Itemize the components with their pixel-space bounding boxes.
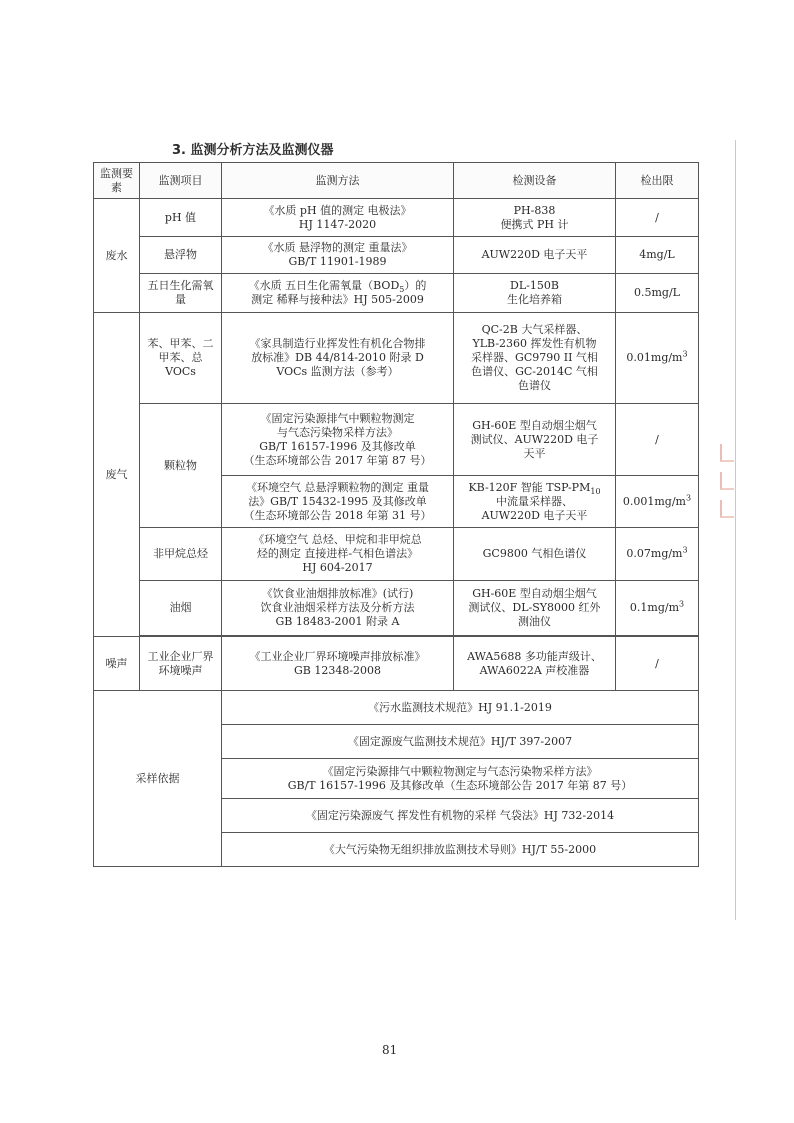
method-cell: 《环境空气 总悬浮颗粒物的测定 重量 法》GB/T 15432-1995 及其修改单 （生态环境部公告 2018 年第 31 号） bbox=[222, 476, 454, 528]
limit-cell: 4mg/L bbox=[616, 237, 699, 274]
element-cell-wastewater: 废水 bbox=[94, 199, 140, 313]
item-cell: pH 值 bbox=[140, 199, 222, 237]
limit-cell: / bbox=[616, 637, 699, 691]
sampling-standard: 《大气污染物无组织排放监测技术导则》HJ/T 55-2000 bbox=[222, 833, 699, 867]
header-element: 监测要素 bbox=[94, 163, 140, 199]
item-cell: 悬浮物 bbox=[140, 237, 222, 274]
header-method: 监测方法 bbox=[222, 163, 454, 199]
method-cell: 《工业企业厂界环境噪声排放标准》 GB 12348-2008 bbox=[222, 637, 454, 691]
item-cell: 工业企业厂界环境噪声 bbox=[140, 637, 222, 691]
device-subscript: 10 bbox=[590, 486, 601, 496]
stamp-fragment bbox=[720, 444, 734, 462]
limit-value: 0.01mg/m bbox=[626, 351, 683, 364]
table-row bbox=[94, 199, 699, 237]
method-text: ）的 测定 稀释与接种法》HJ 505-2009 bbox=[251, 279, 427, 306]
device-cell: AUW220D 电子天平 bbox=[454, 237, 616, 274]
limit-value: 0.1mg/m bbox=[629, 601, 679, 614]
method-cell: 《水质 pH 值的测定 电极法》 HJ 1147-2020 bbox=[222, 199, 454, 237]
device-cell bbox=[454, 476, 616, 528]
method-cell: 《家具制造行业挥发性有机化合物排 放标准》DB 44/814-2010 附录 D VOCs 监测方法（参考） bbox=[222, 313, 454, 404]
header-device: 检测设备 bbox=[454, 163, 616, 199]
device-cell: PH-838 便携式 PH 计 bbox=[454, 199, 616, 237]
table-row bbox=[94, 637, 699, 691]
header-limit: 检出限 bbox=[616, 163, 699, 199]
sampling-basis-label: 采样依据 bbox=[94, 691, 222, 867]
limit-superscript: 3 bbox=[682, 545, 688, 555]
section-title: 3. 监测分析方法及监测仪器 bbox=[172, 143, 334, 158]
table-row bbox=[94, 274, 699, 313]
element-cell-waste-gas: 废气 bbox=[94, 313, 140, 637]
limit-cell: / bbox=[616, 404, 699, 476]
device-cell: DL-150B 生化培养箱 bbox=[454, 274, 616, 313]
method-cell: 《水质 悬浮物的测定 重量法》 GB/T 11901-1989 bbox=[222, 237, 454, 274]
device-cell: GH-60E 型自动烟尘烟气 测试仪、DL-SY8000 红外 测油仪 bbox=[454, 581, 616, 636]
element-cell-noise: 噪声 bbox=[94, 637, 140, 691]
table-header-row bbox=[94, 163, 699, 199]
limit-cell: 0.5mg/L bbox=[616, 274, 699, 313]
item-cell: 颗粒物 bbox=[140, 404, 222, 528]
limit-superscript: 3 bbox=[679, 599, 685, 609]
table-row bbox=[94, 313, 699, 404]
table-row bbox=[94, 404, 699, 476]
monitoring-methods-table bbox=[93, 162, 699, 867]
limit-superscript: 3 bbox=[682, 349, 688, 359]
method-cell: 《环境空气 总烃、甲烷和非甲烷总 烃的测定 直接进样-气相色谱法》 HJ 604-2017 bbox=[222, 528, 454, 581]
table-row bbox=[94, 581, 699, 636]
device-cell: GH-60E 型自动烟尘烟气 测试仪、AUW220D 电子 天平 bbox=[454, 404, 616, 476]
limit-cell bbox=[616, 581, 699, 636]
item-cell: 五日生化需氧量 bbox=[140, 274, 222, 313]
item-cell: 油烟 bbox=[140, 581, 222, 636]
stamp-fragment bbox=[720, 472, 734, 490]
sampling-standard: 《固定污染源排气中颗粒物测定与气态污染物采样方法》 GB/T 16157-1996 及其修改单（生态环境部公告 2017 年第 87 号） bbox=[222, 759, 699, 799]
stamp-fragment bbox=[720, 500, 734, 518]
item-cell: 非甲烷总烃 bbox=[140, 528, 222, 581]
sampling-standard: 《固定污染源废气 挥发性有机物的采样 气袋法》HJ 732-2014 bbox=[222, 799, 699, 833]
limit-cell bbox=[616, 476, 699, 528]
limit-value: 0.07mg/m bbox=[626, 547, 683, 560]
limit-cell bbox=[616, 313, 699, 404]
limit-cell bbox=[616, 528, 699, 581]
method-subscript: 5 bbox=[399, 285, 405, 295]
device-cell: GC9800 气相色谱仪 bbox=[454, 528, 616, 581]
limit-cell: / bbox=[616, 199, 699, 237]
device-text: KB-120F 智能 TSP-PM bbox=[468, 480, 591, 494]
limit-superscript: 3 bbox=[686, 492, 692, 502]
header-item: 监测项目 bbox=[140, 163, 222, 199]
sampling-standard: 《污水监测技术规范》HJ 91.1-2019 bbox=[222, 691, 699, 725]
limit-value: 0.001mg/m bbox=[622, 494, 686, 508]
method-text: 《水质 五日生化需氧量（BOD bbox=[248, 279, 400, 292]
item-cell: 苯、甲苯、二甲苯、总 VOCs bbox=[140, 313, 222, 404]
method-cell bbox=[222, 274, 454, 313]
device-text: 中流量采样器、 AUW220D 电子天平 bbox=[481, 494, 588, 522]
seal-stamp-mark bbox=[716, 440, 736, 560]
device-cell: AWA5688 多功能声级计、 AWA6022A 声校准器 bbox=[454, 637, 616, 691]
table-row bbox=[94, 237, 699, 274]
page-number: 81 bbox=[382, 1043, 398, 1057]
sampling-standard: 《固定源废气监测技术规范》HJ/T 397-2007 bbox=[222, 725, 699, 759]
method-cell: 《饮食业油烟排放标准》(试行) 饮食业油烟采样方法及分析方法 GB 18483-2001 附录 A bbox=[222, 581, 454, 636]
table-row bbox=[94, 691, 699, 725]
table-row bbox=[94, 528, 699, 581]
method-cell: 《固定污染源排气中颗粒物测定 与气态污染物采样方法》 GB/T 16157-1996 及其修改单 （生态环境部公告 2017 年第 87 号） bbox=[222, 404, 454, 476]
device-cell: QC-2B 大气采样器、 YLB-2360 挥发性有机物 采样器、GC9790 II 气相 色谱仪、GC-2014C 气相 色谱仪 bbox=[454, 313, 616, 404]
